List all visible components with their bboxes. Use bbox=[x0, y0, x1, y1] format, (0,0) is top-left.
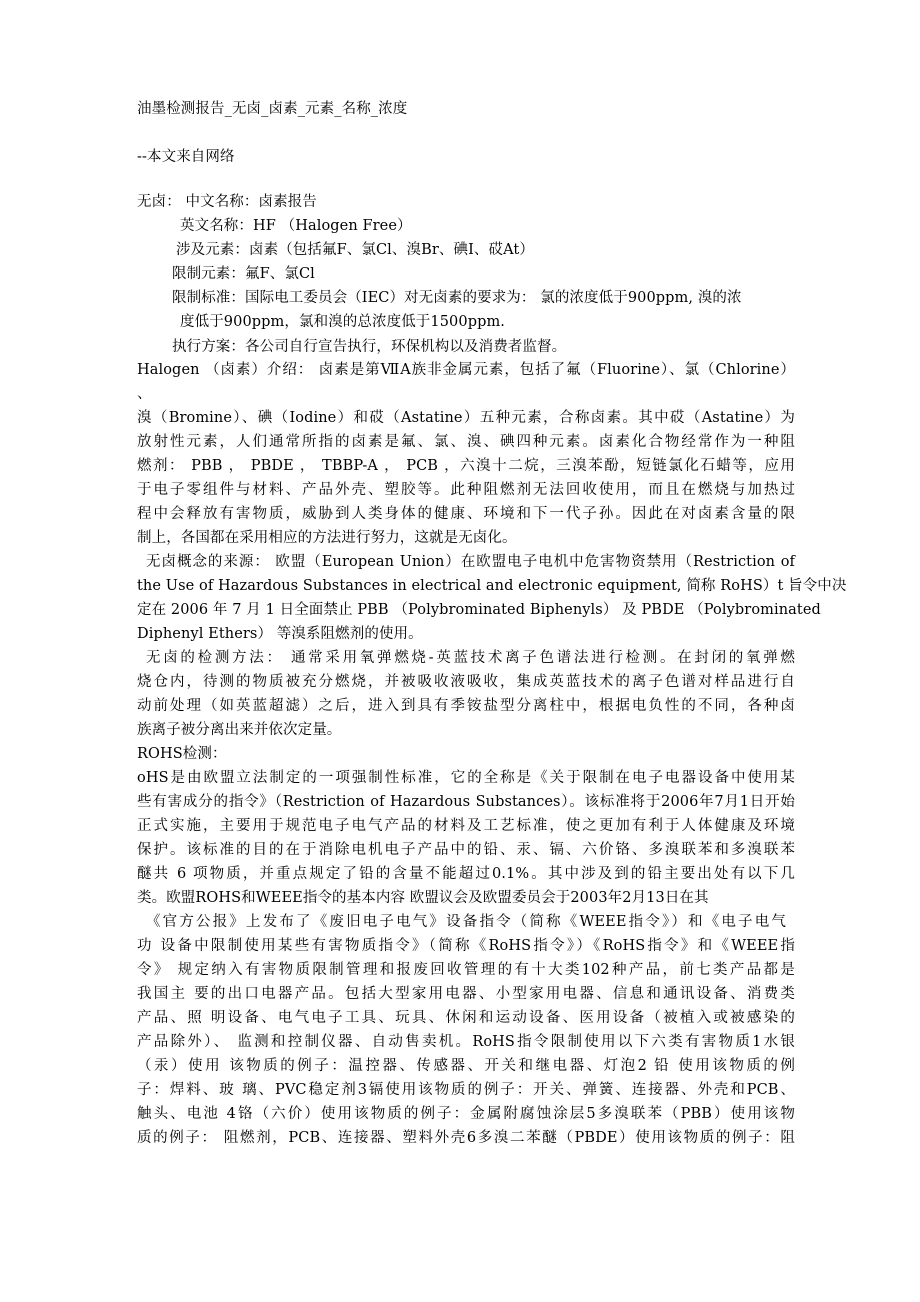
text-line: 令》 规定纳入有害物质限制管理和报废回收管理的有十大类102种产品，前七类产品都是 bbox=[137, 962, 795, 978]
text-line: 限制标准：国际电工委员会（IEC）对无卤素的要求为： 氯的浓度低于900ppm, 溴的浓 bbox=[172, 290, 742, 306]
text-line: 定在 2006 年 7 月 1 日全面禁止 PBB （Polybrominated Biphenyls） 及 PBDE （Polybrominated bbox=[137, 602, 821, 618]
text-line: 些有害成分的指令》（Restriction of Hazardous Substances）。该标准将于2006年7月1日开始 bbox=[137, 794, 795, 810]
text-line: 无卤概念的来源： 欧盟（European Union）在欧盟电子电机中危害物资禁用（Restriction of bbox=[146, 554, 795, 570]
text-line: 动前处理（如英蓝超滤）之后，进入到具有季铵盐型分离柱中，根据电负性的不同，各种卤 bbox=[137, 698, 795, 714]
text-line: 我国主 要的出口电器产品。包括大型家用电器、小型家用电器、信息和通讯设备、消费类 bbox=[137, 986, 795, 1002]
text-line: Halogen （卤素）介绍： 卤素是第ⅦA族非金属元素，包括了氟（Fluorine）、氯（Chlorine） bbox=[137, 362, 795, 378]
text-line: oHS是由欧盟立法制定的一项强制性标准，它的全称是《关于限制在电子电器设备中使用某 bbox=[137, 770, 795, 786]
text-line: （汞）使用 该物质的例子：温控器、传感器、开关和继电器、灯泡2 铅 使用该物质的例 bbox=[137, 1058, 795, 1074]
text-line: 质的例子： 阻燃剂，PCB、连接器、塑料外壳6多溴二苯醚（PBDE）使用该物质的例子：阻 bbox=[137, 1130, 795, 1146]
document-source: --本文来自网络 bbox=[137, 149, 235, 165]
text-line: the Use of Hazardous Substances in electrical and electronic equipment, 简称 RoHS）t 旨令中决 bbox=[137, 578, 847, 594]
text-line: 涉及元素：卤素（包括氟F、氯Cl、溴Br、碘I、砹At） bbox=[176, 242, 534, 258]
text-line: 功 设备中限制使用某些有害物质指令》（简称《RoHS指令》）《RoHS指令》和《WEEE指 bbox=[137, 938, 795, 954]
document-title: 油墨检测报告_无卤_卤素_元素_名称_浓度 bbox=[137, 101, 408, 117]
text-line: 类。欧盟ROHS和WEEE指令的基本内容 欧盟议会及欧盟委员会于2003年2月13日在其 bbox=[137, 890, 709, 906]
text-line: 放射性元素，人们通常所指的卤素是氟、氯、溴、碘四种元素。卤素化合物经常作为一种阻 bbox=[137, 434, 795, 450]
text-line: 子：焊料、玻 璃、PVC稳定剂3镉使用该物质的例子：开关、弹簧、连接器、外壳和PCB、 bbox=[137, 1082, 795, 1098]
text-line: 燃剂： PBB ， PBDE ， TBBP-A ， PCB ，六溴十二烷，三溴苯酚，短链氯化石蜡等，应用 bbox=[137, 458, 795, 474]
text-line: 产品除外）、 监测和控制仪器、自动售卖机。RoHS指令限制使用以下六类有害物质1水银 bbox=[137, 1034, 795, 1050]
text-line: 、 bbox=[137, 386, 152, 402]
text-line: 于电子零组件与材料、产品外壳、塑胶等。此种阻燃剂无法回收使用，而且在燃烧与加热过 bbox=[137, 482, 795, 498]
section-heading: ROHS检测： bbox=[137, 746, 227, 762]
text-line: 执行方案：各公司自行宣告执行，环保机构以及消费者监督。 bbox=[172, 339, 567, 355]
text-line: 无卤： 中文名称：卤素报告 bbox=[137, 194, 317, 210]
text-line: 溴（Bromine）、碘（Iodine）和砹（Astatine）五种元素，合称卤素。其中砹（Astatine）为 bbox=[137, 410, 795, 426]
text-line: 《官方公报》上发布了《废旧电子电气》设备指令（简称《WEEE指令》）和《电子电气 bbox=[146, 914, 786, 930]
text-line: 族离子被分离出来并依次定量。 bbox=[137, 722, 342, 738]
text-line: 产品、照 明设备、电气电子工具、玩具、休闲和运动设备、医用设备（被植入或被感染的 bbox=[137, 1010, 795, 1026]
text-line: 度低于900ppm，氯和溴的总浓度低于1500ppm. bbox=[180, 314, 506, 330]
text-line: 无卤的检测方法： 通常采用氧弹燃烧-英蓝技术离子色谱法进行检测。在封闭的氧弹燃 bbox=[146, 650, 795, 666]
text-line: 触头、电池 4铬（六价）使用该物质的例子：金属附腐蚀涂层5多溴联苯（PBB）使用该物 bbox=[137, 1106, 795, 1122]
text-line: Diphenyl Ethers） 等溴系阻燃剂的使用。 bbox=[137, 626, 423, 642]
text-line: 程中会释放有害物质，威胁到人类身体的健康、环境和下一代子孙。因此在对卤素含量的限 bbox=[137, 506, 795, 522]
text-line: 保护。该标准的目的在于消除电机电子产品中的铅、汞、镉、六价铬、多溴联苯和多溴联苯 bbox=[137, 842, 795, 858]
text-line: 正式实施，主要用于规范电子电气产品的材料及工艺标准，使之更加有利于人体健康及环境 bbox=[137, 818, 795, 834]
text-line: 烧仓内，待测的物质被充分燃烧，并被吸收液吸收，集成英蓝技术的离子色谱对样品进行自 bbox=[137, 674, 795, 690]
text-line: 制上，各国都在采用相应的方法进行努力，这就是无卤化。 bbox=[137, 530, 517, 546]
text-line: 醚共 6 项物质，并重点规定了铅的含量不能超过0.1%。其中涉及到的铅主要出处有以下几 bbox=[137, 866, 795, 882]
text-line: 限制元素：氟F、氯Cl bbox=[172, 266, 315, 282]
text-line: 英文名称：HF （Halogen Free） bbox=[180, 218, 412, 234]
